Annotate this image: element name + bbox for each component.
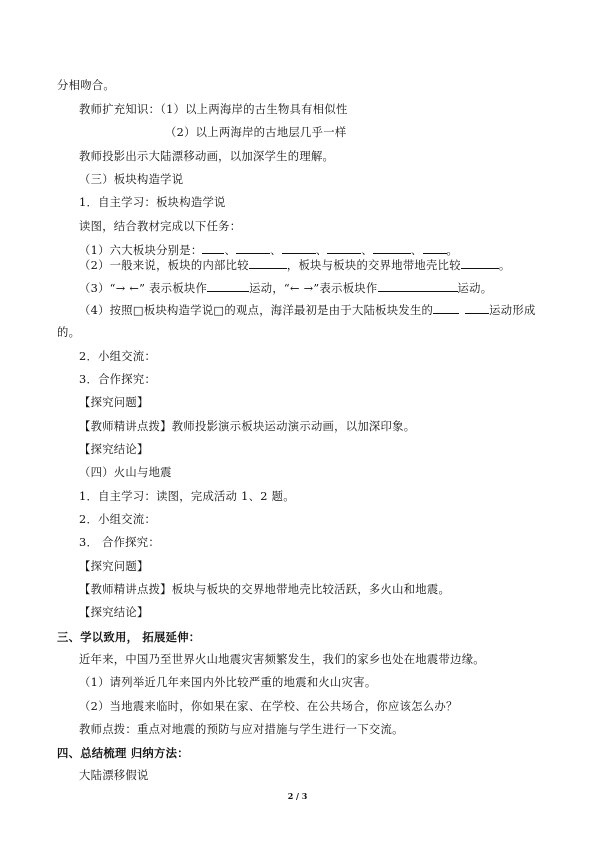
fill-in-line (79, 258, 510, 273)
text-line: 【教师精讲点拨】教师投影演示板块运动演示动画，以加深印象。 (79, 420, 416, 433)
text-line: 【教师精讲点拨】板块与板块的交界地带地壳比较活跃，多火山和地震。 (79, 583, 451, 596)
answer-blank[interactable] (236, 243, 270, 254)
text-line: 【探究问题】 (79, 396, 149, 409)
text-line: 3． 合作探究： (79, 536, 160, 549)
answer-blank[interactable] (282, 243, 316, 254)
separator: 。 (498, 259, 511, 272)
text-line: 2．小组交流： (79, 513, 157, 526)
text-line: 读图，结合教材完成以下任务： (79, 220, 242, 233)
text-line: 3．合作探究： (79, 373, 157, 386)
answer-blank[interactable] (433, 303, 459, 314)
separator: 、 (224, 244, 237, 257)
answer-blank[interactable] (207, 281, 249, 292)
separator: 。 (446, 244, 459, 257)
fill-in-line (79, 303, 536, 318)
text-line: 【探究结论】 (79, 606, 149, 619)
fill-in-line (79, 243, 458, 258)
text-line: 大陆漂移假说 (79, 769, 149, 782)
text-line: 1．自主学习：板块构造学说 (79, 196, 226, 209)
section-heading: 三、学以致用， 拓展延伸： (57, 630, 201, 644)
fill-in-prompt: 运动，“← →”表示板块作 (249, 282, 378, 295)
answer-blank[interactable] (327, 243, 361, 254)
fill-in-prompt: ，板块与板块的交界地带地壳比较 (286, 259, 461, 272)
separator: 、 (270, 244, 282, 257)
section-heading: （四）火山与地震 (79, 466, 172, 479)
text-line: （2）以上两海岸的古地层几乎一样 (165, 126, 347, 139)
text-line: 的。 (57, 326, 81, 339)
text-line: 教师扩充知识：（1）以上两海岸的古生物具有相似性 (79, 103, 348, 116)
fill-in-prompt: （2）一般来说，板块的内部比较 (79, 259, 249, 272)
answer-blank[interactable] (373, 243, 411, 254)
text-line: 分相吻合。 (57, 79, 115, 92)
text-line: 近年来，中国乃至世界火山地震灾害频繁发生，我们的家乡也处在地震带边缘。 (79, 653, 485, 666)
fill-in-prompt: （1）六大板块分别是： (79, 244, 203, 257)
separator: 、 (410, 244, 423, 257)
separator: 运动。 (457, 282, 493, 295)
page-number: 2 / 3 (287, 791, 308, 801)
separator: 、 (361, 244, 373, 257)
text-line: （1）请列举近几年来国内外比较严重的地震和火山灾害。 (79, 676, 377, 689)
fill-in-prompt: （4）按照□板块构造学说□的观点，海洋最初是由于大陆板块发生的 (79, 304, 434, 317)
text-line: （2）当地震来临时，你如果在家、在学校、在公共场合，你应该怎么办？ (79, 700, 458, 713)
section-heading: （三）板块构造学说 (79, 173, 184, 186)
section-heading: 四、总结梳理 归纳方法： (57, 746, 189, 760)
text-line: 【探究问题】 (79, 560, 149, 573)
answer-blank[interactable] (202, 243, 224, 254)
separator: 、 (315, 244, 328, 257)
answer-blank[interactable] (461, 258, 499, 269)
fill-in-prompt: （3）“→ ←” 表示板块作 (79, 282, 208, 295)
fill-in-prompt: 运动形成 (489, 304, 536, 317)
fill-in-line (79, 281, 492, 296)
answer-blank[interactable] (378, 281, 458, 292)
text-line: 2．小组交流： (79, 350, 157, 363)
text-line: 1．自主学习：读图，完成活动 1、2 题。 (79, 490, 295, 503)
answer-blank[interactable] (249, 258, 287, 269)
text-line: 教师点拨：重点对地震的预防与应对措施与学生进行一下交流。 (79, 723, 404, 736)
text-line: 【探究结论】 (79, 443, 149, 456)
answer-blank[interactable] (465, 303, 489, 314)
text-line: 教师投影出示大陆漂移动画，以加深学生的理解。 (79, 150, 335, 163)
answer-blank[interactable] (423, 243, 447, 254)
